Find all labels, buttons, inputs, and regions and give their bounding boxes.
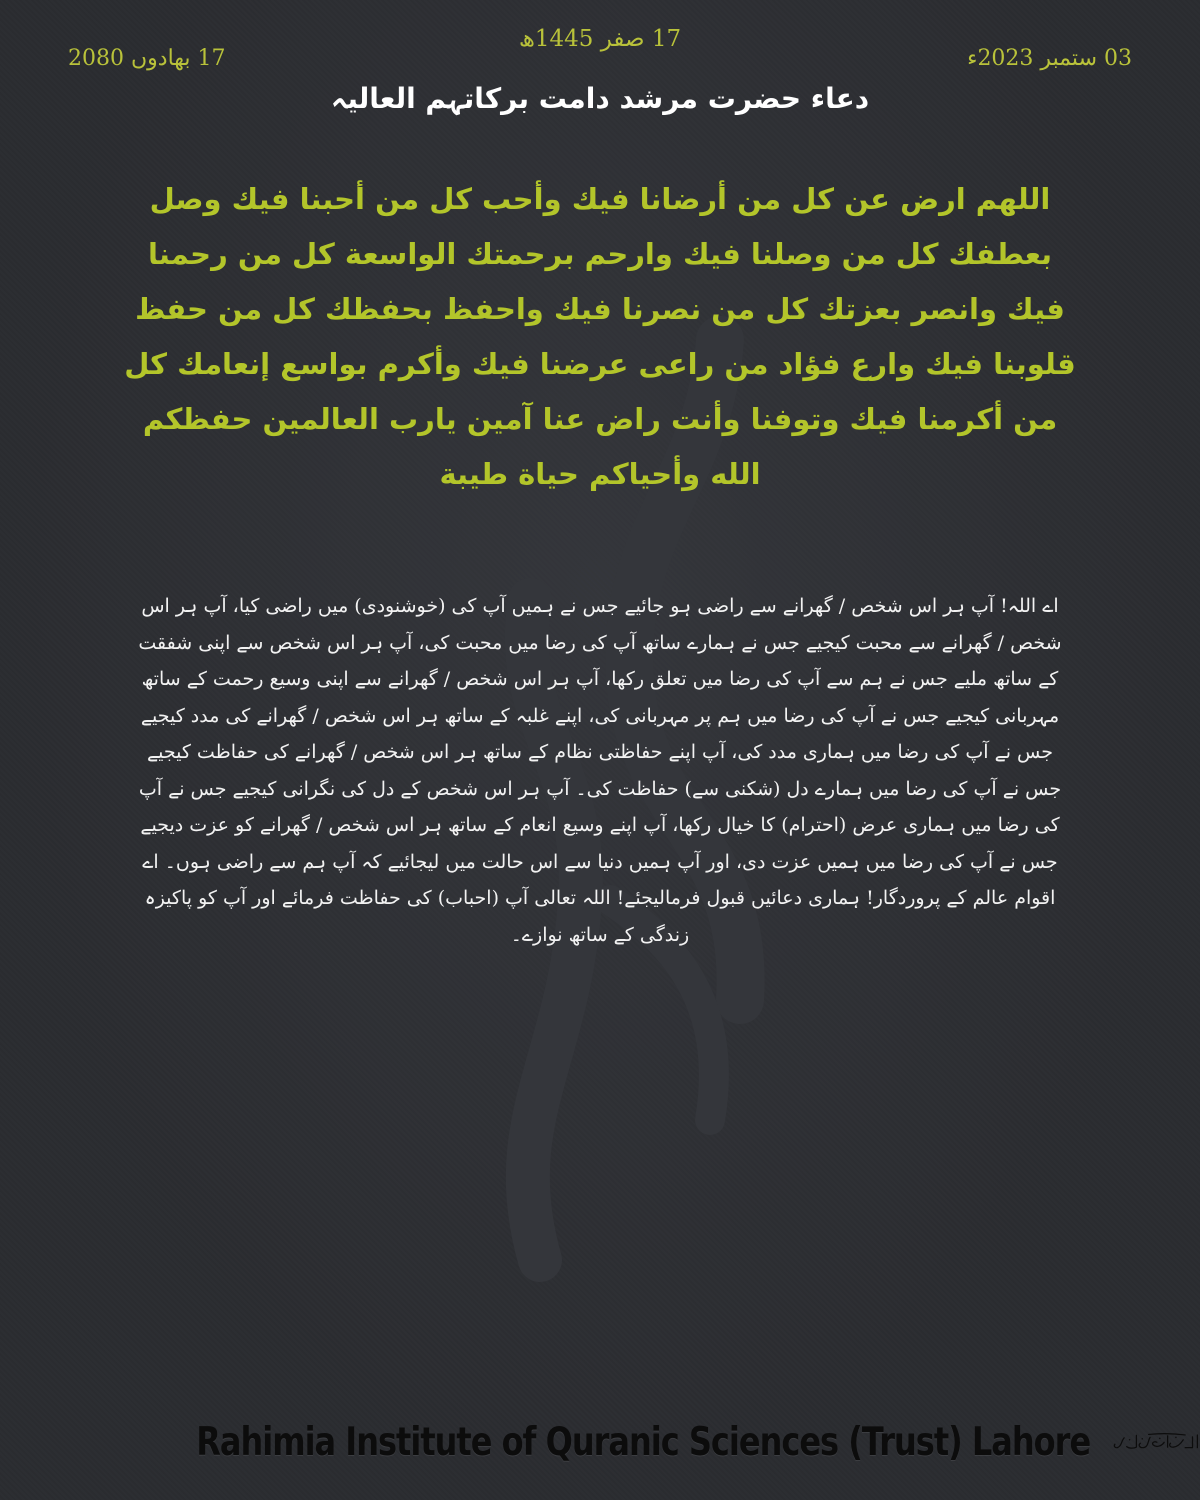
- urdu-translation-text: اے اللہ! آپ ہر اس شخص / گھرانے سے راضی ہو جائیے جس نے ہمیں آپ کی (خوشنودی) میں راضی کیا، آپ ہر اس شخص / گھرانے سے محبت کیجیے جس نے ہمارے ساتھ آپ کی رضا میں محبت کی، آپ ہر اس شخص سے اپنی شفقت کے ساتھ ملیے جس نے ہم سے آپ کی رضا میں تعلق رکھا، آپ ہر اس شخص / گھرانے سے اپنی وسیع رحمت کے ساتھ مہربانی کیجیے جس نے آپ کی رضا میں ہم پر مہربانی کی، اپنے غلبہ کے ساتھ ہر اس شخص / گھرانے کی مدد کیجیے جس نے آپ کی رضا میں ہماری مدد کی، آپ اپنے حفاظتی نظام کے ساتھ ہر اس شخص / گھرانے کی حفاظت کیجیے جس نے آپ کی رضا میں ہمارے دل (شکنی سے) حفاظت کی۔ آپ ہر اس شخص کے دل کی نگرانی کیجیے جس نے آپ کی رضا میں ہماری عرض (احترام) کا خیال رکھا، آپ اپنے وسیع انعام کے ساتھ ہر اس شخص / گھرانے کو عزت دیجیے جس نے آپ کی رضا میں ہمیں عزت دی، اور آپ ہمیں دنیا سے اس حالت میں لیجائیے کہ آپ ہم سے راضی ہوں۔ اے اقوام عالم کے پروردگار! ہماری دعائیں قبول فرمالیجئے! اللہ تعالی آپ (احباب) کی حفاظت فرمائے اور آپ کو پاکیزہ زندگی کے ساتھ نوازے۔: [138, 595, 1062, 946]
- hijri-date: 17 صفر 1445ھ: [518, 26, 682, 52]
- page-title: دعاء حضرت مرشد دامت برکاتہم العالیہ: [330, 82, 870, 115]
- institute-name: Rahimia Institute of Quranic Sciences (Trust) Lahore: [196, 1419, 1091, 1465]
- institute-logo: [1112, 1403, 1200, 1481]
- gregorian-date: 03 ستمبر 2023ء: [967, 46, 1132, 71]
- arabic-dua-text: اللهم ارض عن كل من أرضانا فيك وأحب كل من أحبنا فيك وصل بعطفك كل من وصلنا فيك وارحم برحمتك الواسعة كل من رحمنا فيك وانصر بعزتك كل من نصرنا فيك واحفظ بحفظك كل من حفظ قلوبنا فيك وارع فؤاد من راعى عرضنا فيك وأكرم بواسع إنعامك كل من أكرمنا فيك وتوفنا وأنت راض عنا آمين يارب العالمين حفظكم الله وأحياكم حياة طيبة: [124, 182, 1076, 491]
- bikrami-date: 17 بھادوں 2080: [68, 46, 226, 71]
- footer: [0, 1400, 1200, 1484]
